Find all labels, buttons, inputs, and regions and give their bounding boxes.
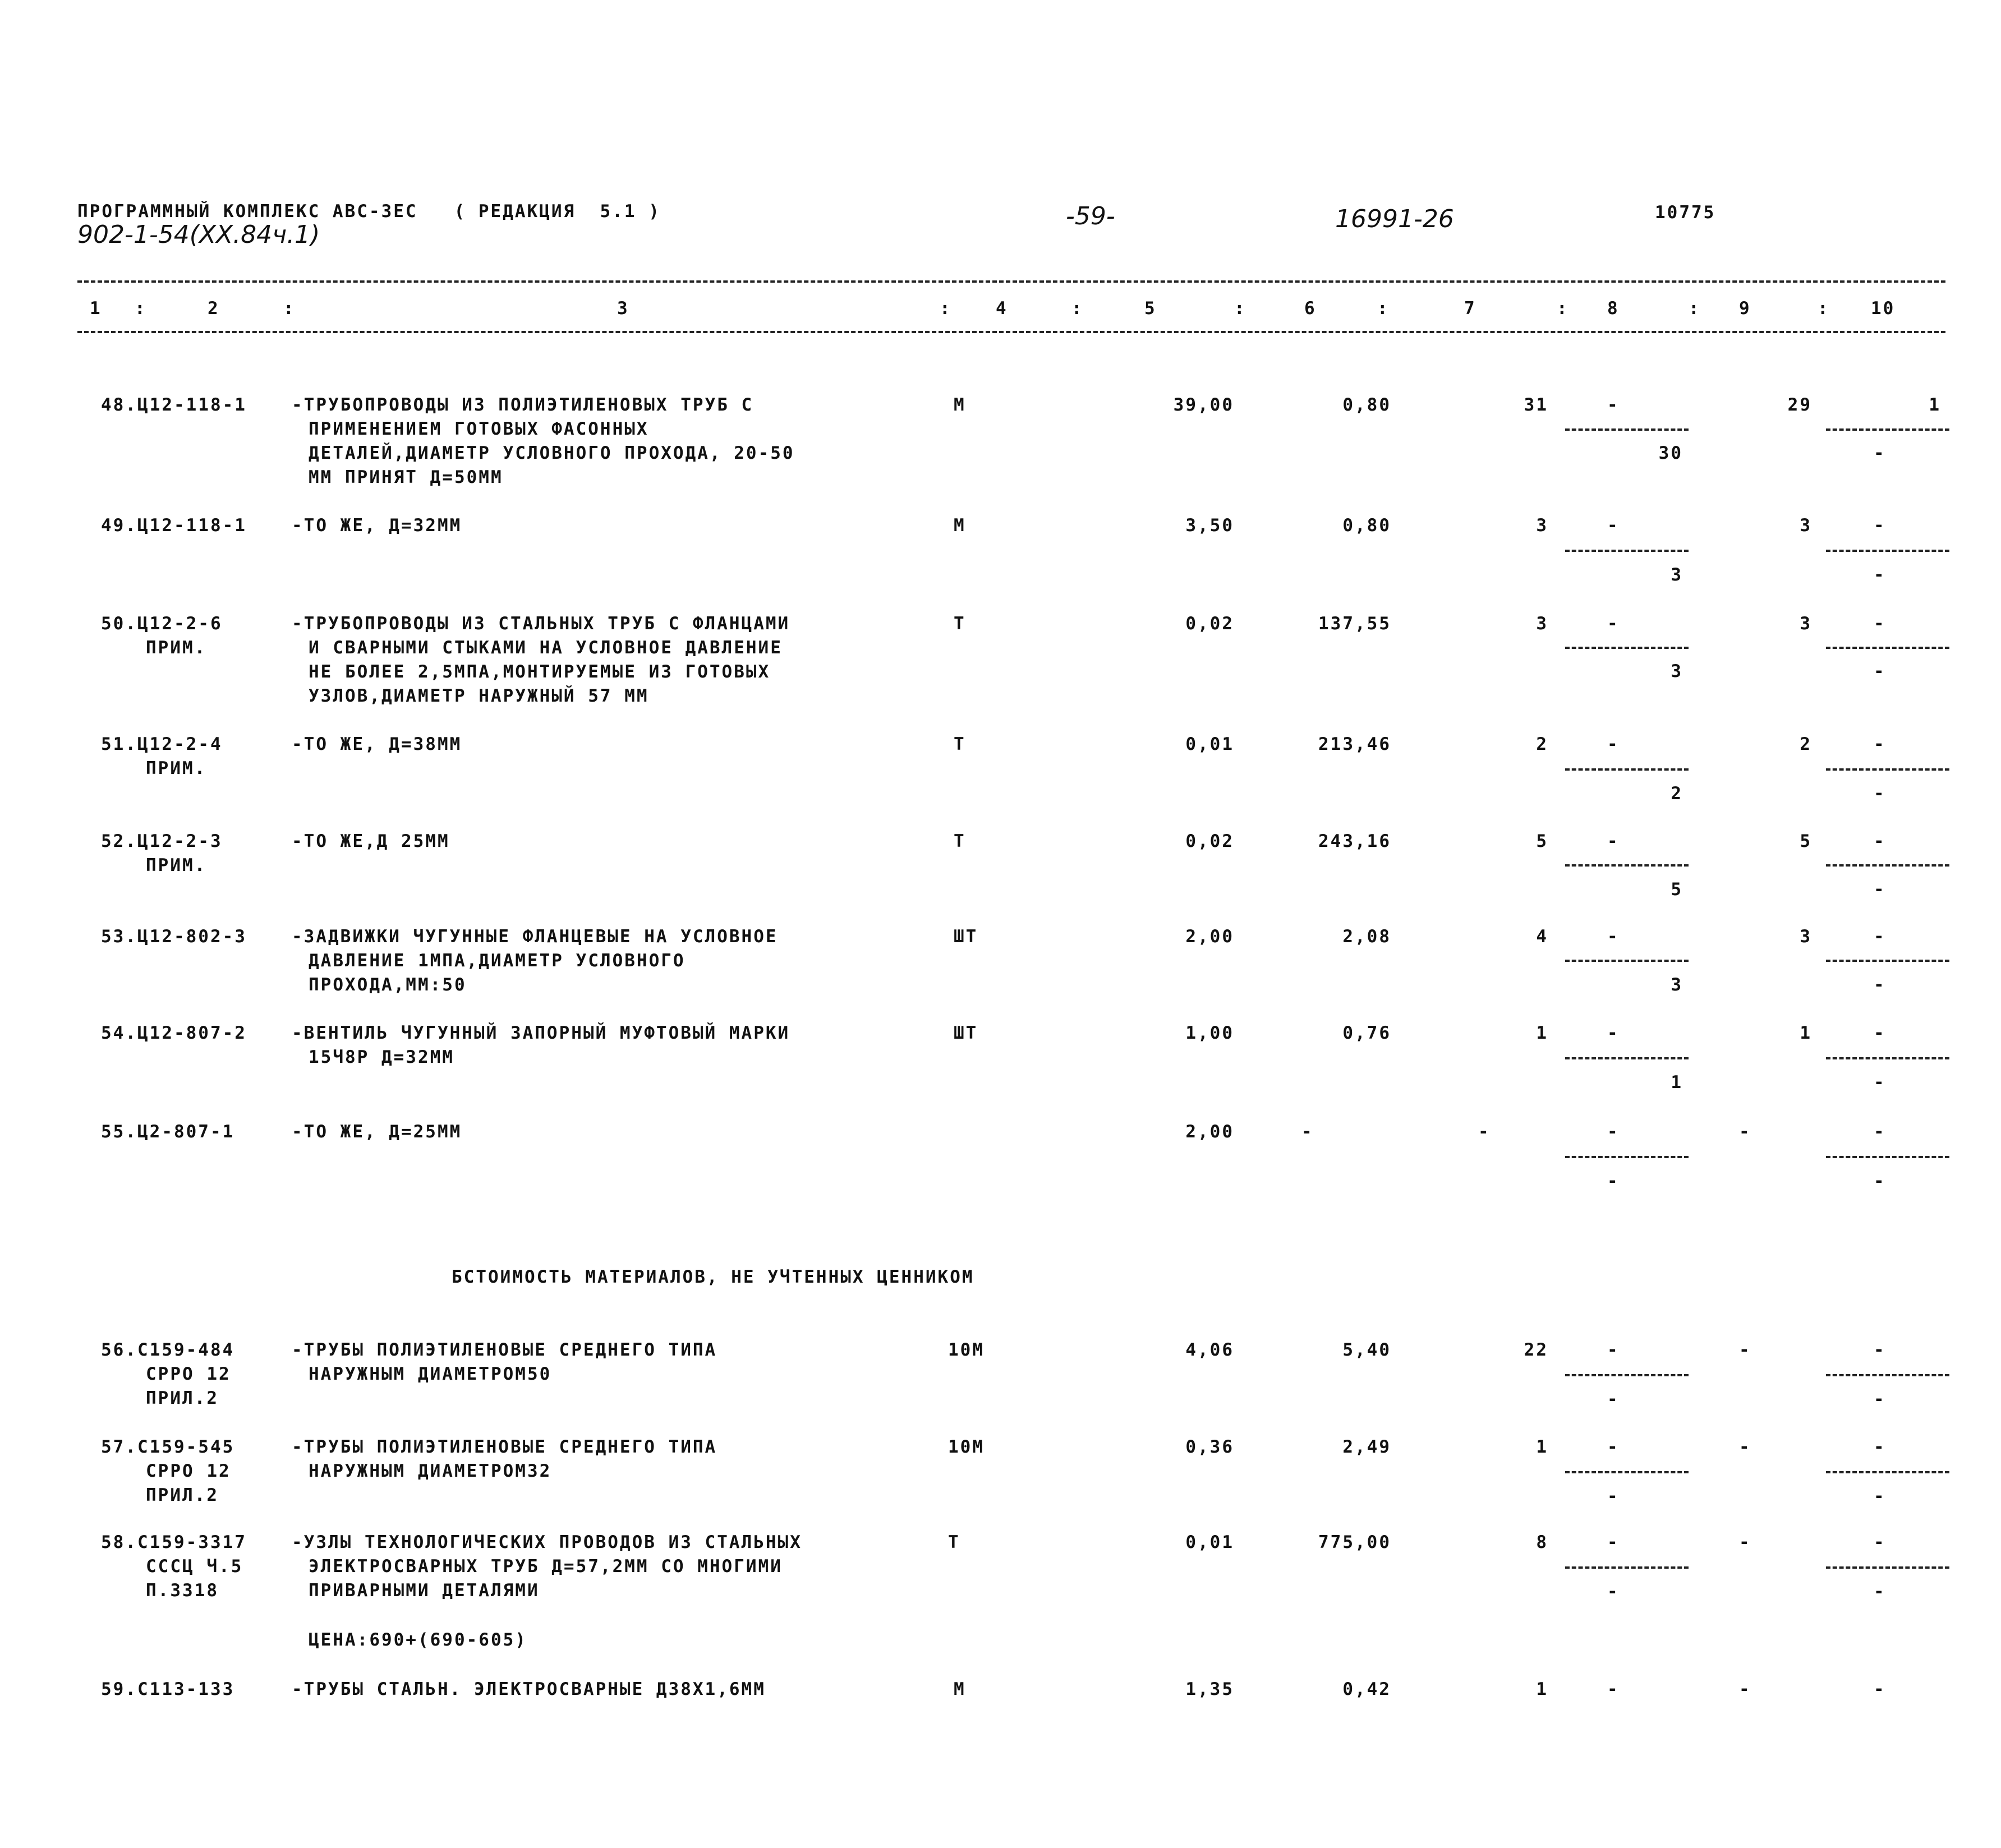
- row-col8-top: -: [1607, 515, 1620, 536]
- row-col7: 2: [1536, 734, 1548, 754]
- price-note: ЦЕНА:690+(690-605): [309, 1630, 527, 1650]
- row-col8-top: -: [1607, 734, 1620, 754]
- header-rule-top: [77, 280, 1945, 283]
- row-col8-bottom: 3: [1671, 661, 1683, 681]
- column-header-1: 1: [90, 298, 102, 319]
- row-col10-bottom: -: [1874, 1389, 1886, 1409]
- row-description-line: УЗЛОВ,ДИАМЕТР НАРУЖНЫЙ 57 ММ: [309, 686, 649, 706]
- row-col8-top: -: [1607, 831, 1620, 851]
- row-price: 137,55: [1318, 614, 1391, 634]
- row-col10-top: -: [1874, 1437, 1886, 1457]
- row-quantity: 39,00: [1173, 395, 1234, 415]
- row-col8-bottom: -: [1607, 1389, 1620, 1409]
- row-description-line: НАРУЖНЫМ ДИАМЕТРОМ32: [309, 1461, 552, 1481]
- row-number: 53.Ц12-802-3: [101, 927, 247, 947]
- row-quantity: 2,00: [1185, 927, 1234, 947]
- column-separator: :: [1377, 298, 1390, 319]
- row-col8-top: -: [1607, 1023, 1620, 1043]
- row-col8-top: -: [1607, 1340, 1620, 1360]
- row-col10-top: -: [1874, 734, 1886, 754]
- row-col9: 3: [1800, 515, 1812, 536]
- row-number-note: СССЦ Ч.5: [146, 1556, 243, 1577]
- row-col8-bottom: 2: [1671, 784, 1683, 804]
- row-description-line: ДАВЛЕНИЕ 1МПА,ДИАМЕТР УСЛОВНОГО: [309, 951, 686, 971]
- fraction-rule: [1826, 960, 1949, 962]
- column-header-10: 10: [1871, 298, 1896, 319]
- row-col9: -: [1739, 1437, 1751, 1457]
- row-col9: 5: [1800, 831, 1812, 851]
- row-col7: 31: [1524, 395, 1548, 415]
- row-col7: 1: [1536, 1437, 1548, 1457]
- row-quantity: 0,01: [1185, 734, 1234, 754]
- row-col10-bottom: -: [1874, 879, 1886, 900]
- fraction-rule: [1826, 1471, 1949, 1473]
- row-description-line: ДЕТАЛЕЙ,ДИАМЕТР УСЛОВНОГО ПРОХОДА, 20-50: [309, 443, 795, 463]
- row-price: 0,80: [1342, 515, 1391, 536]
- fraction-rule: [1565, 647, 1689, 649]
- header-rule-bottom: [77, 331, 1945, 333]
- row-number: 57.С159-545: [101, 1437, 235, 1457]
- row-col10-top: -: [1874, 1532, 1886, 1552]
- project-code: 902-1-54(XX.84ч.1): [77, 220, 320, 249]
- row-col7: 1: [1536, 1023, 1548, 1043]
- section-heading: БСТОИМОСТЬ МАТЕРИАЛОВ, НЕ УЧТЕННЫХ ЦЕННИКОМ: [452, 1267, 974, 1287]
- row-col10-top: -: [1874, 1023, 1886, 1043]
- document-code: 16991-26: [1335, 205, 1454, 233]
- row-col10-top: -: [1874, 927, 1886, 947]
- row-quantity: 2,00: [1185, 1122, 1234, 1142]
- row-col8-bottom: 3: [1671, 565, 1683, 585]
- row-col7: 3: [1536, 614, 1548, 634]
- row-col9: 2: [1800, 734, 1812, 754]
- row-col7: 8: [1536, 1532, 1548, 1552]
- row-number-note: ПРИЛ.2: [146, 1485, 219, 1505]
- row-col10: -: [1874, 1679, 1886, 1699]
- column-separator: :: [1071, 298, 1084, 319]
- row-col10-bottom: -: [1874, 975, 1886, 995]
- row-col10-top: 1: [1929, 395, 1941, 415]
- column-header-7: 7: [1464, 298, 1476, 319]
- row-number: 58.С159-3317: [101, 1532, 247, 1552]
- row-description-line: -ТО ЖЕ, Д=38ММ: [292, 734, 462, 754]
- row-col9: 3: [1800, 614, 1812, 634]
- fraction-rule: [1565, 1374, 1689, 1376]
- row-col7: -: [1478, 1122, 1491, 1142]
- fraction-rule: [1565, 550, 1689, 552]
- column-separator: :: [1234, 298, 1246, 319]
- row-number: 49.Ц12-118-1: [101, 515, 247, 536]
- row-description-line: ПРИМЕНЕНИЕМ ГОТОВЫХ ФАСОННЫХ: [309, 419, 649, 439]
- row-col7: 3: [1536, 515, 1548, 536]
- row-number: 56.С159-484: [101, 1340, 235, 1360]
- row-col8-bottom: -: [1607, 1582, 1620, 1602]
- row-price: -: [1301, 1122, 1314, 1142]
- fraction-rule: [1826, 1374, 1949, 1376]
- row-col10-top: -: [1874, 614, 1886, 634]
- row-description-line: -ТРУБЫ ПОЛИЭТИЛЕНОВЫЕ СРЕДНЕГО ТИПА: [292, 1437, 717, 1457]
- row-number-note: ПРИЛ.2: [146, 1388, 219, 1408]
- fraction-rule: [1826, 428, 1949, 431]
- row-description-line: НЕ БОЛЕЕ 2,5МПА,МОНТИРУЕМЫЕ ИЗ ГОТОВЫХ: [309, 662, 771, 682]
- row-col8-top: -: [1607, 927, 1620, 947]
- fraction-rule: [1565, 1471, 1689, 1473]
- row-unit: Т: [948, 1532, 960, 1552]
- row-description-line: -ТРУБОПРОВОДЫ ИЗ СТАЛЬНЫХ ТРУБ С ФЛАНЦАМИ: [292, 614, 790, 634]
- row-description-line: -ТО ЖЕ,Д 25ММ: [292, 831, 450, 851]
- row-unit: ШТ: [954, 1023, 978, 1043]
- row-description-line: НАРУЖНЫМ ДИАМЕТРОМ50: [309, 1364, 552, 1384]
- row-quantity: 3,50: [1185, 515, 1234, 536]
- row-number: 52.Ц12-2-3: [101, 831, 223, 851]
- fraction-rule: [1565, 428, 1689, 431]
- row-price: 775,00: [1318, 1532, 1391, 1552]
- row-number-note: ПРИМ.: [146, 855, 207, 875]
- fraction-rule: [1826, 647, 1949, 649]
- row-number: 55.Ц2-807-1: [101, 1122, 235, 1142]
- fraction-rule: [1826, 550, 1949, 552]
- fraction-rule: [1826, 864, 1949, 867]
- row-col7: 1: [1536, 1679, 1548, 1699]
- row-description-line: ПРИВАРНЫМИ ДЕТАЛЯМИ: [309, 1580, 540, 1601]
- row-col9: -: [1739, 1340, 1751, 1360]
- row-col8-top: -: [1607, 395, 1620, 415]
- column-header-3: 3: [617, 298, 629, 319]
- row-col8-bottom: 1: [1671, 1072, 1683, 1093]
- row-col7: 4: [1536, 927, 1548, 947]
- column-separator: :: [1689, 298, 1701, 319]
- row-description-line: -УЗЛЫ ТЕХНОЛОГИЧЕСКИХ ПРОВОДОВ ИЗ СТАЛЬНЫХ: [292, 1532, 802, 1552]
- row-col8: -: [1607, 1679, 1620, 1699]
- row-quantity: 1,00: [1185, 1023, 1234, 1043]
- row-col10-bottom: -: [1874, 1486, 1886, 1506]
- row-unit: Т: [954, 614, 966, 634]
- row-col10-top: -: [1874, 831, 1886, 851]
- fraction-rule: [1565, 1566, 1689, 1569]
- row-description-line: И СВАРНЫМИ СТЫКАМИ НА УСЛОВНОЕ ДАВЛЕНИЕ: [309, 638, 783, 658]
- fraction-rule: [1565, 1057, 1689, 1059]
- row-description-line: -ЗАДВИЖКИ ЧУГУННЫЕ ФЛАНЦЕВЫЕ НА УСЛОВНОЕ: [292, 927, 778, 947]
- row-col7: 5: [1536, 831, 1548, 851]
- row-number: 54.Ц12-807-2: [101, 1023, 247, 1043]
- row-price: 213,46: [1318, 734, 1391, 754]
- column-header-5: 5: [1144, 298, 1157, 319]
- row-col8-bottom: 3: [1671, 975, 1683, 995]
- row-col8-top: -: [1607, 1437, 1620, 1457]
- column-separator: :: [135, 298, 147, 319]
- row-description-line: -ТРУБЫ СТАЛЬН. ЭЛЕКТРОСВАРНЫЕ Д38Х1,6ММ: [292, 1679, 766, 1699]
- page-number: -59-: [1066, 202, 1115, 231]
- fraction-rule: [1826, 1156, 1949, 1158]
- row-quantity: 0,01: [1185, 1532, 1234, 1552]
- row-col8-bottom: 30: [1658, 443, 1683, 463]
- row-col8-top: -: [1607, 1122, 1620, 1142]
- row-unit: ШТ: [954, 927, 978, 947]
- row-unit: 10М: [948, 1340, 985, 1360]
- row-col10-bottom: -: [1874, 1582, 1886, 1602]
- row-col10-bottom: -: [1874, 1171, 1886, 1191]
- row-unit: Т: [954, 734, 966, 754]
- row-col9: 29: [1787, 395, 1812, 415]
- row-price: 0,76: [1342, 1023, 1391, 1043]
- column-separator: :: [940, 298, 952, 319]
- row-price: 5,40: [1342, 1340, 1391, 1360]
- row-unit: Т: [954, 831, 966, 851]
- program-title: ПРОГРАММНЫЙ КОМПЛЕКС АВС-ЗЕС ( РЕДАКЦИЯ 5.1 ): [77, 201, 661, 222]
- row-col8-bottom: 5: [1671, 879, 1683, 900]
- row-price: 0,80: [1342, 395, 1391, 415]
- column-separator: :: [1818, 298, 1830, 319]
- row-col8-bottom: -: [1607, 1486, 1620, 1506]
- row-col10-bottom: -: [1874, 784, 1886, 804]
- row-price: 2,49: [1342, 1437, 1391, 1457]
- column-separator: :: [1557, 298, 1569, 319]
- row-description-line: 15Ч8Р Д=32ММ: [309, 1047, 454, 1067]
- row-col9: 3: [1800, 927, 1812, 947]
- row-unit: М: [954, 395, 966, 415]
- column-header-8: 8: [1607, 298, 1620, 319]
- row-number-note: СРРО 12: [146, 1364, 231, 1384]
- fraction-rule: [1565, 864, 1689, 867]
- row-number-note: СРРО 12: [146, 1461, 231, 1481]
- row-col10-top: -: [1874, 515, 1886, 536]
- column-header-6: 6: [1304, 298, 1317, 319]
- row-quantity: 4,06: [1185, 1340, 1234, 1360]
- row-description-line: ММ ПРИНЯТ Д=50ММ: [309, 467, 503, 487]
- row-quantity: 0,02: [1185, 614, 1234, 634]
- row-price: 243,16: [1318, 831, 1391, 851]
- row-col10-top: -: [1874, 1340, 1886, 1360]
- row-quantity: 0,02: [1185, 831, 1234, 851]
- row-number-note: П.3318: [146, 1580, 219, 1601]
- row-unit: М: [954, 515, 966, 536]
- row-number: 59.С113-133: [101, 1679, 235, 1699]
- fraction-rule: [1565, 960, 1689, 962]
- row-number-note: ПРИМ.: [146, 638, 207, 658]
- fraction-rule: [1565, 1156, 1689, 1158]
- row-col10-bottom: -: [1874, 565, 1886, 585]
- row-number: 51.Ц12-2-4: [101, 734, 223, 754]
- row-price: 0,42: [1342, 1679, 1391, 1699]
- fraction-rule: [1826, 1566, 1949, 1569]
- row-description-line: ПРОХОДА,ММ:50: [309, 975, 467, 995]
- column-header-9: 9: [1739, 298, 1751, 319]
- row-col7: 22: [1524, 1340, 1548, 1360]
- row-col10-bottom: -: [1874, 443, 1886, 463]
- row-col9: -: [1739, 1532, 1751, 1552]
- row-col10-bottom: -: [1874, 661, 1886, 681]
- row-unit: 10М: [948, 1437, 985, 1457]
- fraction-rule: [1826, 768, 1949, 771]
- fraction-rule: [1826, 1057, 1949, 1059]
- row-col8-top: -: [1607, 614, 1620, 634]
- row-col10-bottom: -: [1874, 1072, 1886, 1093]
- row-description-line: -ТРУБЫ ПОЛИЭТИЛЕНОВЫЕ СРЕДНЕГО ТИПА: [292, 1340, 717, 1360]
- row-col8-top: -: [1607, 1532, 1620, 1552]
- row-description-line: -ВЕНТИЛЬ ЧУГУННЫЙ ЗАПОРНЫЙ МУФТОВЫЙ МАРКИ: [292, 1023, 790, 1043]
- row-col9: 1: [1800, 1023, 1812, 1043]
- row-description-line: ЭЛЕКТРОСВАРНЫХ ТРУБ Д=57,2ММ СО МНОГИМИ: [309, 1556, 783, 1577]
- sheet-number: 10775: [1655, 202, 1716, 223]
- row-col10-top: -: [1874, 1122, 1886, 1142]
- row-number: 48.Ц12-118-1: [101, 395, 247, 415]
- fraction-rule: [1565, 768, 1689, 771]
- column-header-2: 2: [208, 298, 220, 319]
- row-quantity: 1,35: [1185, 1679, 1234, 1699]
- row-price: 2,08: [1342, 927, 1391, 947]
- row-description-line: -ТРУБОПРОВОДЫ ИЗ ПОЛИЭТИЛЕНОВЫХ ТРУБ С: [292, 395, 754, 415]
- row-number-note: ПРИМ.: [146, 758, 207, 778]
- row-description-line: -ТО ЖЕ, Д=32ММ: [292, 515, 462, 536]
- row-col9: -: [1739, 1679, 1751, 1699]
- row-number: 50.Ц12-2-6: [101, 614, 223, 634]
- row-col9: -: [1739, 1122, 1751, 1142]
- row-unit: М: [954, 1679, 966, 1699]
- row-col8-bottom: -: [1607, 1171, 1620, 1191]
- row-quantity: 0,36: [1185, 1437, 1234, 1457]
- row-description-line: -ТО ЖЕ, Д=25ММ: [292, 1122, 462, 1142]
- column-separator: :: [283, 298, 296, 319]
- column-header-4: 4: [996, 298, 1008, 319]
